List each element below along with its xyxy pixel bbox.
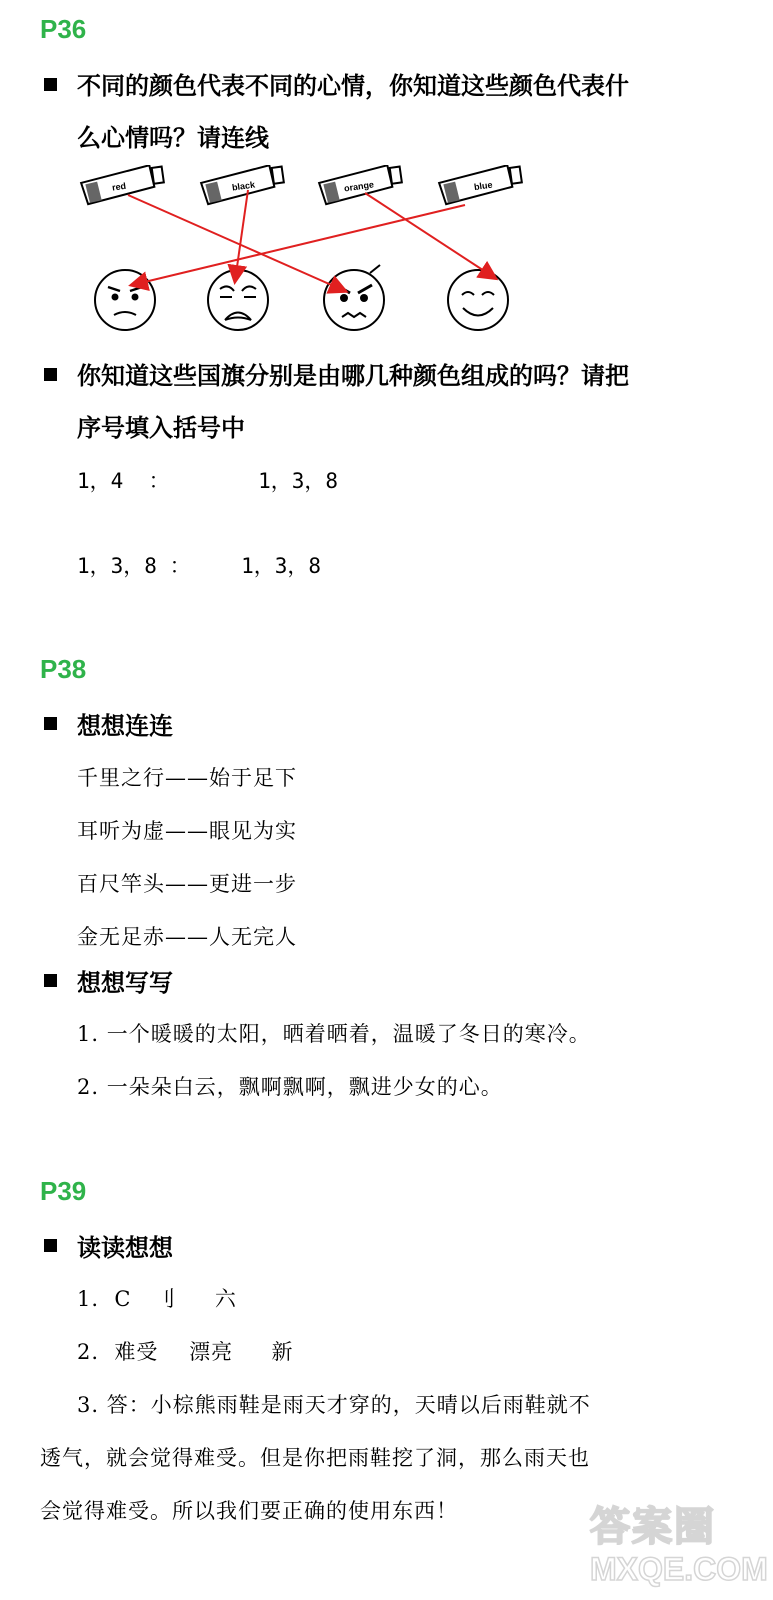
- crying-face-icon: [208, 270, 268, 330]
- answer-line: 1. C 刂 六: [77, 1287, 237, 1311]
- arrow-orange-to-happy: [365, 193, 495, 278]
- answer-line: 3. 答：小棕熊雨鞋是雨天才穿的，天晴以后雨鞋就不: [77, 1393, 591, 1417]
- bullet-icon: [44, 1239, 57, 1252]
- paint-tube-blue: [438, 165, 523, 205]
- page-label-p39: P39: [40, 1176, 87, 1206]
- answer-line: 透气，就会觉得难受。但是你把雨鞋挖了洞，那么雨天也: [40, 1446, 590, 1470]
- watermark-url: MXQE.COM: [590, 1551, 768, 1587]
- tube-label-blue: blue: [473, 179, 494, 193]
- idiom-line: 金无足赤——人无完人: [77, 925, 297, 949]
- paint-tube-red: [80, 165, 165, 205]
- answer-line: 2. 难受 漂亮 新: [77, 1340, 294, 1364]
- section-title: 读读想想: [77, 1234, 173, 1262]
- sentence-line: 2. 一朵朵白云，飘啊飘啊，飘进少女的心。: [77, 1075, 503, 1099]
- paint-tube-orange: [318, 165, 403, 205]
- worried-face-icon: [95, 270, 155, 330]
- watermark: [590, 1495, 768, 1595]
- arrow-blue-to-worried: [132, 205, 465, 285]
- tube-label-red: red: [111, 180, 127, 193]
- paint-tube-black: [200, 165, 285, 205]
- section-title: 想想连连: [77, 712, 173, 740]
- tube-label-black: black: [231, 179, 256, 193]
- page-label-p38: P38: [40, 654, 87, 684]
- answer-line: 1，4 ： 1，3，8: [77, 469, 339, 493]
- happy-face-icon: [448, 270, 508, 330]
- sentence-line: 1. 一个暖暖的太阳，晒着晒着，温暖了冬日的寒冷。: [77, 1022, 591, 1046]
- watermark-text: 答案圈: [590, 1504, 716, 1550]
- bullet-icon: [44, 717, 57, 730]
- idiom-line: 千里之行——始于足下: [77, 766, 297, 790]
- answer-line: 1，3，8 ： 1，3，8: [77, 554, 322, 578]
- question-text: 序号填入括号中: [77, 414, 245, 442]
- arrow-black-to-crying: [235, 190, 248, 281]
- angry-face-icon: [324, 265, 384, 330]
- color-mood-diagram: [70, 165, 540, 340]
- section-title: 想想写写: [77, 969, 173, 997]
- bullet-icon: [44, 78, 57, 91]
- idiom-line: 耳听为虚——眼见为实: [77, 819, 297, 843]
- answer-line: 会觉得难受。所以我们要正确的使用东西！: [40, 1499, 458, 1523]
- bullet-icon: [44, 974, 57, 987]
- bullet-icon: [44, 368, 57, 381]
- idiom-line: 百尺竿头——更进一步: [77, 872, 297, 896]
- question-text: 不同的颜色代表不同的心情，你知道这些颜色代表什: [77, 72, 629, 100]
- question-text: 你知道这些国旗分别是由哪几种颜色组成的吗？请把: [77, 362, 629, 390]
- question-text: 么心情吗？请连线: [77, 124, 269, 152]
- page-label-p36: P36: [40, 14, 87, 44]
- tube-label-orange: orange: [343, 179, 375, 194]
